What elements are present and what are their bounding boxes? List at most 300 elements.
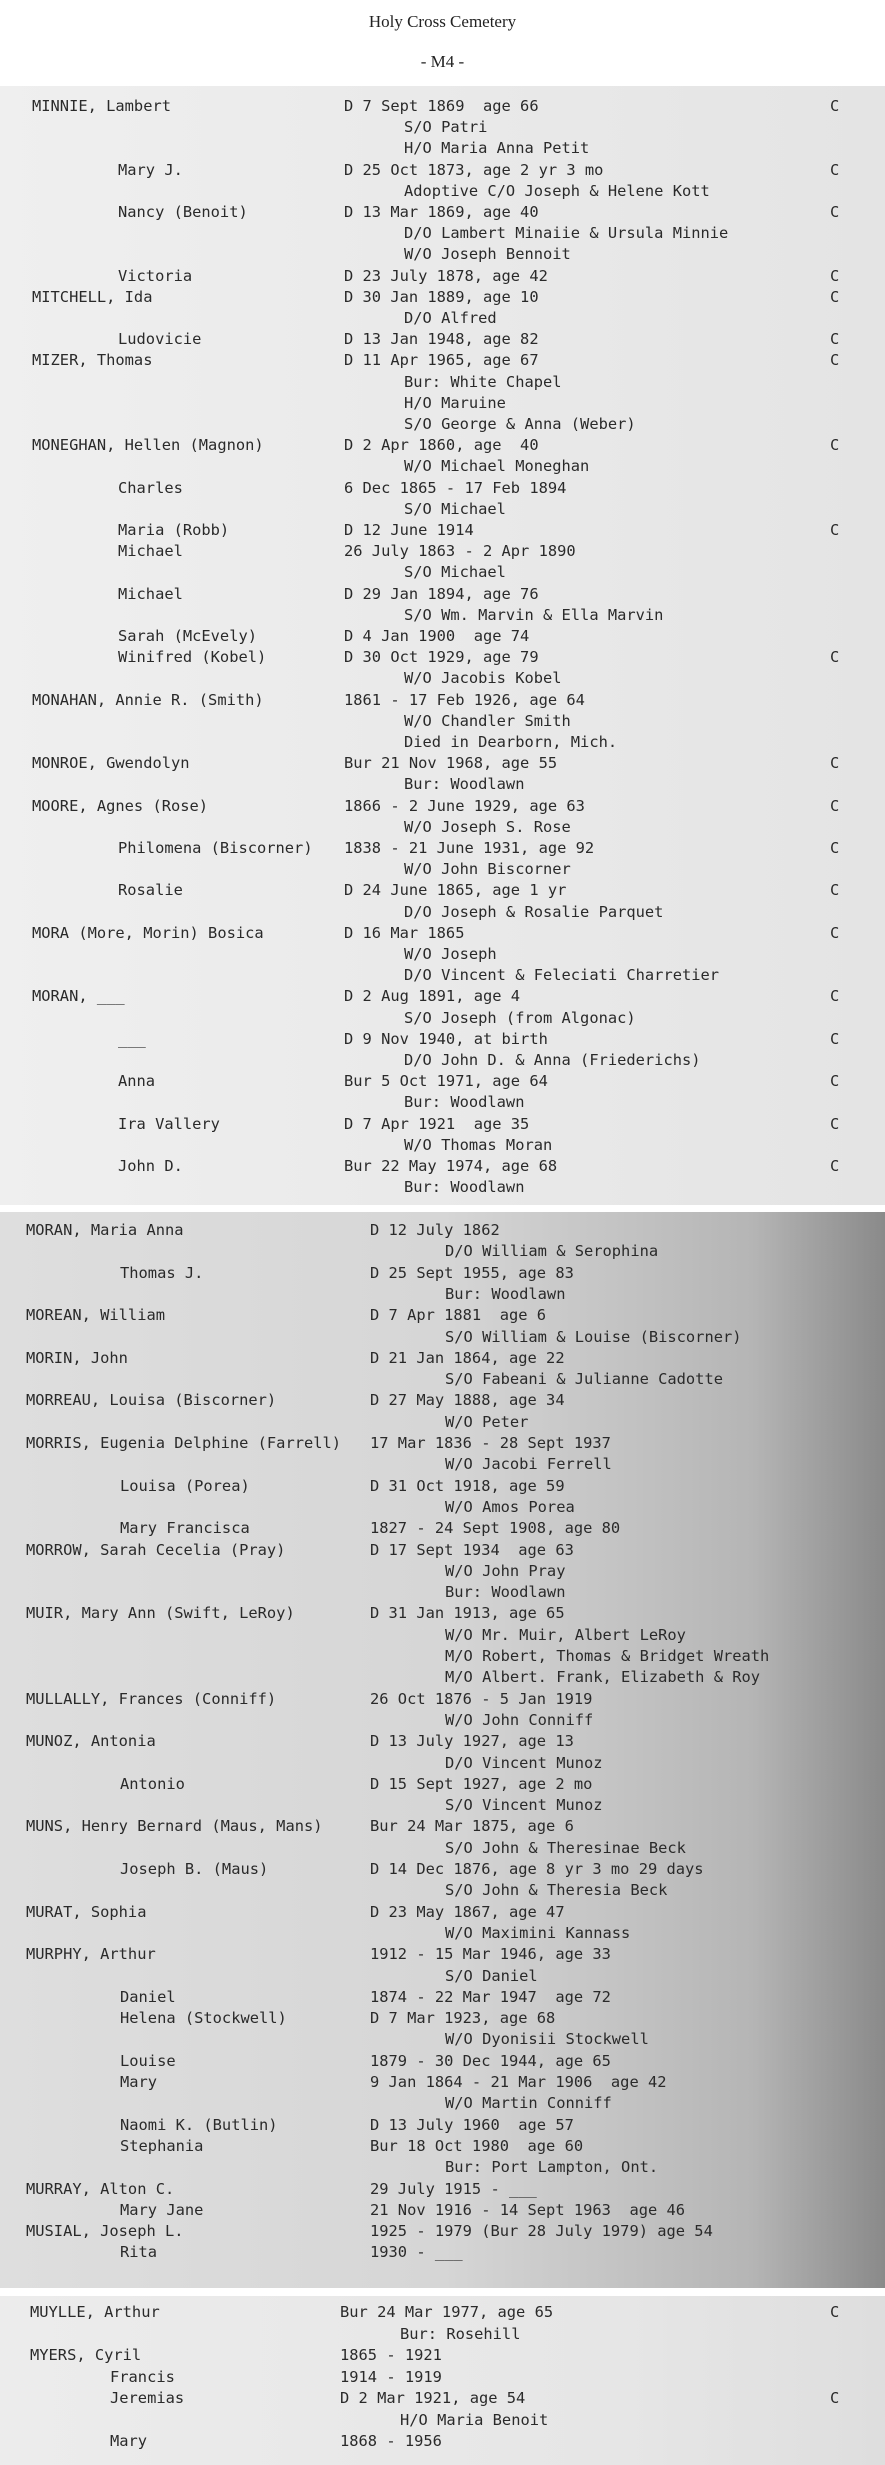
relation-detail: H/O Maria Benoit — [400, 2410, 549, 2429]
entry-line — [0, 944, 885, 965]
surname-entry: MORIN, John — [26, 1348, 128, 1367]
surname-entry: MORAN, Maria Anna — [26, 1221, 184, 1239]
relation-detail: S/O Wm. Marvin & Ella Marvin — [404, 605, 664, 624]
relation-detail: Bur: Woodlawn — [445, 1583, 566, 1602]
surname-entry: MORAN, ___ — [32, 987, 125, 1006]
entry-line — [0, 1071, 885, 1092]
surname-entry: MUNOZ, Antonia — [26, 1732, 156, 1751]
relation-detail: W/O Michael Moneghan — [404, 457, 590, 476]
relation-detail: S/O John & Theresinae Beck — [445, 1838, 686, 1857]
relation-detail: W/O Amos Porea — [445, 1497, 575, 1516]
surname-entry: MULLALLY, Frances (Conniff) — [26, 1689, 277, 1708]
relation-detail: D/O John D. & Anna (Friederichs) — [404, 1051, 701, 1069]
catholic-mark: C — [830, 754, 840, 773]
entry-line — [0, 796, 885, 817]
entry-line — [0, 859, 885, 880]
entry-line — [0, 1518, 885, 1539]
entry-line — [0, 2221, 885, 2242]
given-name-entry: Michael — [118, 542, 183, 561]
date-detail: 1925 - 1979 (Bur 28 July 1979) age 54 — [370, 2222, 713, 2241]
relation-detail: S/O George & Anna (Weber) — [404, 415, 636, 433]
given-name-entry: Stephania — [120, 2136, 204, 2155]
date-detail: Bur 18 Oct 1980 age 60 — [370, 2136, 584, 2155]
given-name-entry: Rosalie — [118, 881, 183, 900]
entry-line — [0, 1454, 885, 1475]
given-name-entry: Mary — [120, 2073, 158, 2091]
given-name-entry: Maria (Robb) — [118, 521, 230, 539]
catholic-mark: C — [830, 796, 840, 815]
entry-line — [0, 1795, 885, 1816]
relation-detail: S/O Joseph (from Algonac) — [404, 1008, 636, 1027]
relation-detail: W/O Jacobi Ferrell — [445, 1455, 612, 1474]
entry-line — [0, 1327, 885, 1348]
relation-detail: W/O Dyonisii Stockwell — [445, 2030, 649, 2049]
catholic-mark: C — [830, 287, 840, 306]
relation-detail: H/O Maruine — [404, 393, 506, 412]
date-detail: 1827 - 24 Sept 1908, age 80 — [370, 1519, 621, 1538]
catholic-mark: C — [830, 987, 840, 1006]
date-detail: D 2 Aug 1891, age 4 — [344, 987, 521, 1006]
relation-detail: Died in Dearborn, Mich. — [404, 733, 618, 751]
entry-line — [0, 1348, 885, 1369]
relation-detail: S/O John & Theresia Beck — [445, 1881, 668, 1900]
given-name-entry: Naomi K. (Butlin) — [120, 2115, 278, 2134]
catholic-mark: C — [830, 923, 840, 942]
date-detail: D 13 Mar 1869, age 40 — [344, 203, 539, 221]
entry-line — [0, 817, 885, 838]
entry-line — [0, 1284, 885, 1305]
entry-line — [0, 690, 885, 711]
surname-entry: MIZER, Thomas — [32, 351, 153, 370]
given-name-entry: Mary — [110, 2432, 148, 2450]
surname-entry: MURRAY, Alton C. — [26, 2179, 175, 2198]
catholic-mark: C — [830, 160, 840, 179]
entry-line — [0, 1092, 885, 1113]
surname-entry: MYERS, Cyril — [30, 2346, 142, 2364]
date-detail: Bur 5 Oct 1971, age 64 — [344, 1072, 548, 1091]
date-detail: 17 Mar 1836 - 28 Sept 1937 — [370, 1434, 611, 1452]
catholic-mark: C — [830, 2303, 840, 2321]
entry-line — [0, 244, 885, 265]
entry-line — [0, 1838, 885, 1859]
date-detail: Bur 21 Nov 1968, age 55 — [344, 754, 558, 773]
entry-line — [0, 1667, 885, 1688]
entry-line — [0, 774, 885, 795]
entry-line — [0, 711, 885, 732]
entry-line — [0, 1263, 885, 1284]
given-name-entry: Jeremias — [110, 2389, 185, 2407]
surname-entry: MINNIE, Lambert — [32, 97, 171, 115]
catholic-mark: C — [830, 2389, 840, 2407]
entry-line — [0, 1944, 885, 1965]
relation-detail: Bur: Woodlawn — [445, 1284, 566, 1303]
given-name-entry: Daniel — [120, 1987, 176, 2006]
relation-detail: Bur: Port Lampton, Ont. — [445, 2158, 659, 2177]
entry-line — [0, 1603, 885, 1624]
entry-line — [0, 902, 885, 923]
date-detail: D 2 Mar 1921, age 54 — [340, 2389, 526, 2407]
entry-line — [0, 1880, 885, 1901]
relation-detail: M/O Robert, Thomas & Bridget Wreath — [445, 1647, 770, 1665]
given-name-entry: Francis — [110, 2367, 175, 2386]
given-name-entry: Mary J. — [118, 160, 183, 179]
relation-detail: S/O Daniel — [445, 1966, 538, 1985]
relation-detail: Bur: Rosehill — [400, 2324, 521, 2343]
entry-line — [0, 2431, 885, 2452]
entry-line — [0, 1050, 885, 1071]
given-name-entry: Victoria — [118, 266, 193, 285]
given-name-entry: Thomas J. — [120, 1263, 204, 1282]
given-name-entry: Charles — [118, 478, 183, 497]
relation-detail: S/O Vincent Munoz — [445, 1796, 603, 1815]
page-title: Holy Cross Cemetery — [368, 12, 517, 31]
entry-line — [0, 880, 885, 901]
surname-entry: MORROW, Sarah Cecelia (Pray) — [26, 1540, 286, 1559]
catholic-mark: C — [830, 839, 840, 857]
catholic-mark: C — [830, 97, 840, 115]
entry-line — [0, 414, 885, 435]
given-name-entry: Mary Francisca — [120, 1519, 250, 1538]
date-detail: D 14 Dec 1876, age 8 yr 3 mo 29 days — [370, 1860, 704, 1878]
given-name-entry: Philomena (Biscorner) — [118, 839, 313, 857]
entry-line — [0, 435, 885, 456]
entry-line — [0, 1753, 885, 1774]
entry-line — [0, 2008, 885, 2029]
given-name-entry: ___ — [118, 1029, 146, 1048]
entry-line — [0, 1816, 885, 1837]
entry-line — [0, 2029, 885, 2050]
given-name-entry: Anna — [118, 1072, 156, 1091]
date-detail: D 16 Mar 1865 — [344, 923, 465, 942]
relation-detail: D/O Vincent Munoz — [445, 1753, 603, 1772]
page-number: - M4 - — [420, 52, 465, 71]
entry-line — [0, 1390, 885, 1411]
surname-entry: MONROE, Gwendolyn — [32, 754, 190, 773]
date-detail: D 25 Oct 1873, age 2 yr 3 mo — [344, 160, 604, 179]
date-detail: 1914 - 1919 — [340, 2367, 442, 2386]
date-detail: 1868 - 1956 — [340, 2432, 442, 2450]
relation-detail: Bur: Woodlawn — [404, 1178, 525, 1197]
surname-entry: MUNS, Henry Bernard (Maus, Mans) — [26, 1817, 323, 1836]
entry-line — [0, 202, 885, 223]
entry-line — [0, 1114, 885, 1135]
surname-entry: MUYLLE, Arthur — [30, 2303, 160, 2321]
relation-detail: W/O John Biscorner — [404, 860, 571, 879]
date-detail: 1879 - 30 Dec 1944, age 65 — [370, 2051, 611, 2070]
entry-line — [0, 1540, 885, 1561]
date-detail: D 13 July 1960 age 57 — [370, 2115, 574, 2134]
entry-line — [0, 1923, 885, 1944]
entry-line — [0, 584, 885, 605]
scan-block-2 — [0, 1212, 885, 2288]
date-detail: D 31 Jan 1913, age 65 — [370, 1604, 565, 1623]
date-detail: D 2 Apr 1860, age 40 — [344, 436, 539, 455]
date-detail: D 11 Apr 1965, age 67 — [344, 351, 539, 370]
entry-line — [0, 1241, 885, 1262]
date-detail: D 13 Jan 1948, age 82 — [344, 330, 539, 349]
relation-detail: W/O John Pray — [445, 1561, 566, 1580]
relation-detail: W/O Mr. Muir, Albert LeRoy — [445, 1625, 686, 1644]
entry-line — [0, 1774, 885, 1795]
entry-line — [0, 1029, 885, 1050]
entry-line — [0, 1625, 885, 1646]
date-detail: 6 Dec 1865 - 17 Feb 1894 — [344, 478, 567, 497]
date-detail: D 9 Nov 1940, at birth — [344, 1029, 548, 1048]
given-name-entry: Michael — [118, 584, 183, 603]
date-detail: 1865 - 1921 — [340, 2346, 442, 2364]
entry-line — [0, 1497, 885, 1518]
surname-entry: MONAHAN, Annie R. (Smith) — [32, 690, 264, 709]
date-detail: 1861 - 17 Feb 1926, age 64 — [344, 690, 585, 709]
relation-detail: Adoptive C/O Joseph & Helene Kott — [404, 181, 710, 200]
entry-line — [0, 541, 885, 562]
entry-line — [0, 478, 885, 499]
entry-line — [0, 499, 885, 520]
date-detail: D 30 Oct 1929, age 79 — [344, 648, 539, 667]
entry-line — [0, 2136, 885, 2157]
catholic-mark: C — [830, 1114, 840, 1133]
date-detail: 1930 - ___ — [370, 2243, 463, 2262]
entry-line — [0, 372, 885, 393]
given-name-entry: Rita — [120, 2243, 158, 2262]
entry-line — [0, 1561, 885, 1582]
catholic-mark: C — [830, 648, 840, 667]
relation-detail: S/O Michael — [404, 563, 506, 582]
surname-entry: MITCHELL, Ida — [32, 287, 153, 306]
surname-entry: MOORE, Agnes (Rose) — [32, 796, 209, 815]
entry-line — [0, 2324, 885, 2345]
date-detail: D 12 June 1914 — [344, 521, 474, 539]
entry-line — [0, 181, 885, 202]
entry-line — [0, 456, 885, 477]
entry-line — [0, 1369, 885, 1390]
surname-entry: MURAT, Sophia — [26, 1902, 147, 1921]
entry-line — [0, 1305, 885, 1326]
entry-line — [0, 647, 885, 668]
entry-line — [0, 1987, 885, 2008]
given-name-entry: Ludovicie — [118, 330, 202, 349]
date-detail: D 13 July 1927, age 13 — [370, 1732, 574, 1751]
date-detail: Bur 24 Mar 1875, age 6 — [370, 1817, 574, 1836]
catholic-mark: C — [830, 881, 840, 900]
entry-line — [0, 1177, 885, 1198]
relation-detail: D/O William & Serophina — [445, 1242, 659, 1261]
given-name-entry: Helena (Stockwell) — [120, 2009, 287, 2028]
relation-detail: H/O Maria Anna Petit — [404, 139, 590, 158]
entry-line — [0, 2115, 885, 2136]
entry-line — [0, 2200, 885, 2221]
date-detail: D 17 Sept 1934 age 63 — [370, 1540, 574, 1559]
date-detail: D 23 July 1878, age 42 — [344, 266, 548, 285]
relation-detail: W/O Maximini Kannass — [445, 1923, 631, 1942]
entry-line — [0, 96, 885, 117]
surname-entry: MONEGHAN, Hellen (Magnon) — [32, 436, 264, 455]
relation-detail: S/O William & Louise (Biscorner) — [445, 1327, 742, 1346]
date-detail: D 25 Sept 1955, age 83 — [370, 1263, 574, 1282]
date-detail: 26 Oct 1876 - 5 Jan 1919 — [370, 1689, 593, 1708]
surname-entry: MORREAU, Louisa (Biscorner) — [26, 1391, 277, 1410]
entry-line — [0, 1689, 885, 1710]
date-detail: D 7 Sept 1869 age 66 — [344, 97, 539, 115]
date-detail: D 7 Mar 1923, age 68 — [370, 2009, 556, 2028]
entry-line — [0, 1710, 885, 1731]
entry-line — [0, 668, 885, 689]
given-name-entry: Ira Vallery — [118, 1114, 220, 1133]
date-detail: 26 July 1863 - 2 Apr 1890 — [344, 542, 576, 561]
entry-line — [0, 2345, 885, 2366]
entry-line — [0, 393, 885, 414]
entry-line — [0, 2072, 885, 2093]
entry-line — [0, 1582, 885, 1603]
entry-line — [0, 1433, 885, 1454]
date-detail: 9 Jan 1864 - 21 Mar 1906 age 42 — [370, 2073, 667, 2091]
entry-line — [0, 2367, 885, 2388]
entry-line — [0, 287, 885, 308]
catholic-mark: C — [830, 351, 840, 370]
entry-line — [0, 117, 885, 138]
date-detail: 1838 - 21 June 1931, age 92 — [344, 839, 595, 857]
relation-detail: M/O Albert. Frank, Elizabeth & Roy — [445, 1668, 761, 1687]
date-detail: D 27 May 1888, age 34 — [370, 1391, 565, 1410]
relation-detail: W/O Thomas Moran — [404, 1135, 553, 1154]
date-detail: D 4 Jan 1900 age 74 — [344, 627, 530, 645]
entry-line — [0, 838, 885, 859]
catholic-mark: C — [830, 521, 840, 539]
relation-detail: D/O Lambert Minaiie & Ursula Minnie — [404, 224, 729, 243]
date-detail: D 7 Apr 1921 age 35 — [344, 1114, 530, 1133]
date-detail: D 21 Jan 1864, age 22 — [370, 1348, 565, 1367]
surname-entry: MUIR, Mary Ann (Swift, LeRoy) — [26, 1604, 295, 1623]
surname-entry: MOREAN, William — [26, 1306, 165, 1325]
entry-line — [0, 138, 885, 159]
given-name-entry: Sarah (McEvely) — [118, 627, 257, 645]
surname-entry: MURPHY, Arthur — [26, 1945, 156, 1964]
relation-detail: D/O Joseph & Rosalie Parquet — [404, 902, 664, 921]
date-detail: D 23 May 1867, age 47 — [370, 1902, 565, 1921]
relation-detail: D/O Vincent & Feleciati Charretier — [404, 966, 720, 985]
entry-line — [0, 605, 885, 626]
relation-detail: S/O Patri — [404, 118, 488, 137]
entry-line — [0, 1902, 885, 1923]
given-name-entry: Louise — [120, 2051, 176, 2070]
entry-line — [0, 753, 885, 774]
catholic-mark: C — [830, 1029, 840, 1048]
entry-line — [0, 308, 885, 329]
date-detail: D 29 Jan 1894, age 76 — [344, 584, 539, 603]
entry-line — [0, 1646, 885, 1667]
entry-line — [0, 1135, 885, 1156]
relation-detail: S/O Michael — [404, 499, 506, 518]
entry-line — [0, 1412, 885, 1433]
surname-entry: MUSIAL, Joseph L. — [26, 2222, 184, 2241]
catholic-mark: C — [830, 1157, 840, 1175]
date-detail: D 12 July 1862 — [370, 1221, 500, 1239]
entry-line — [0, 626, 885, 647]
relation-detail: W/O Jacobis Kobel — [404, 669, 562, 688]
catholic-mark: C — [830, 1072, 840, 1091]
date-detail: 1912 - 15 Mar 1946, age 33 — [370, 1945, 611, 1964]
surname-entry: MORA (More, Morin) Bosica — [32, 923, 264, 942]
entry-line — [0, 923, 885, 944]
entry-line — [0, 2242, 885, 2263]
catholic-mark: C — [830, 436, 840, 455]
entry-line — [0, 1156, 885, 1177]
date-detail: 21 Nov 1916 - 14 Sept 1963 age 46 — [370, 2200, 686, 2219]
given-name-entry: Nancy (Benoit) — [118, 203, 248, 221]
given-name-entry: John D. — [118, 1157, 183, 1175]
relation-detail: D/O Alfred — [404, 309, 497, 327]
relation-detail: W/O Martin Conniff — [445, 2094, 612, 2113]
scan-block-3 — [0, 2296, 885, 2465]
entry-line — [0, 1008, 885, 1029]
entry-line — [0, 2410, 885, 2431]
date-detail: D 24 June 1865, age 1 yr — [344, 881, 567, 900]
catholic-mark: C — [830, 330, 840, 349]
date-detail: D 31 Oct 1918, age 59 — [370, 1476, 565, 1495]
relation-detail: Bur: Woodlawn — [404, 1093, 525, 1112]
date-detail: 29 July 1915 - ___ — [370, 2179, 537, 2198]
date-detail: Bur 24 Mar 1977, age 65 — [340, 2303, 554, 2321]
entry-line — [0, 223, 885, 244]
entry-line — [0, 2093, 885, 2114]
date-detail: D 30 Jan 1889, age 10 — [344, 287, 539, 306]
entry-line — [0, 266, 885, 287]
entry-line — [0, 732, 885, 753]
surname-entry: MORRIS, Eugenia Delphine (Farrell) — [26, 1434, 342, 1452]
entry-line — [0, 986, 885, 1007]
relation-detail: Bur: White Chapel — [404, 372, 562, 391]
given-name-entry: Mary Jane — [120, 2200, 204, 2219]
date-detail: D 7 Apr 1881 age 6 — [370, 1306, 547, 1325]
relation-detail: W/O Peter — [445, 1412, 529, 1431]
entry-line — [0, 160, 885, 181]
date-detail: 1874 - 22 Mar 1947 age 72 — [370, 1987, 611, 2006]
entry-line — [0, 1476, 885, 1497]
given-name-entry: Antonio — [120, 1774, 185, 1793]
date-detail: Bur 22 May 1974, age 68 — [344, 1157, 558, 1175]
entry-line — [0, 329, 885, 350]
entry-line — [0, 2388, 885, 2409]
given-name-entry: Winifred (Kobel) — [118, 648, 267, 667]
catholic-mark: C — [830, 203, 840, 221]
relation-detail: W/O Joseph — [404, 945, 497, 963]
entry-line — [0, 562, 885, 583]
scan-block-1 — [0, 86, 885, 1205]
date-detail: 1866 - 2 June 1929, age 63 — [344, 796, 585, 815]
entry-line — [0, 350, 885, 371]
relation-detail: W/O John Conniff — [445, 1710, 594, 1729]
entry-line — [0, 1859, 885, 1880]
entry-line — [0, 2179, 885, 2200]
relation-detail: W/O Chandler Smith — [404, 711, 571, 730]
relation-detail: Bur: Woodlawn — [404, 775, 525, 794]
date-detail: D 15 Sept 1927, age 2 mo — [370, 1774, 593, 1793]
entry-line — [0, 965, 885, 986]
entry-line — [0, 2051, 885, 2072]
relation-detail: W/O Joseph S. Rose — [404, 817, 571, 836]
relation-detail: W/O Joseph Bennoit — [404, 245, 571, 264]
entry-line — [0, 1966, 885, 1987]
relation-detail: S/O Fabeani & Julianne Cadotte — [445, 1370, 723, 1389]
entry-line — [0, 2157, 885, 2178]
catholic-mark: C — [830, 266, 840, 285]
entry-line — [0, 1220, 885, 1241]
given-name-entry: Joseph B. (Maus) — [120, 1860, 269, 1878]
entry-line — [0, 2302, 885, 2323]
given-name-entry: Louisa (Porea) — [120, 1476, 250, 1495]
entry-line — [0, 520, 885, 541]
entry-line — [0, 1731, 885, 1752]
